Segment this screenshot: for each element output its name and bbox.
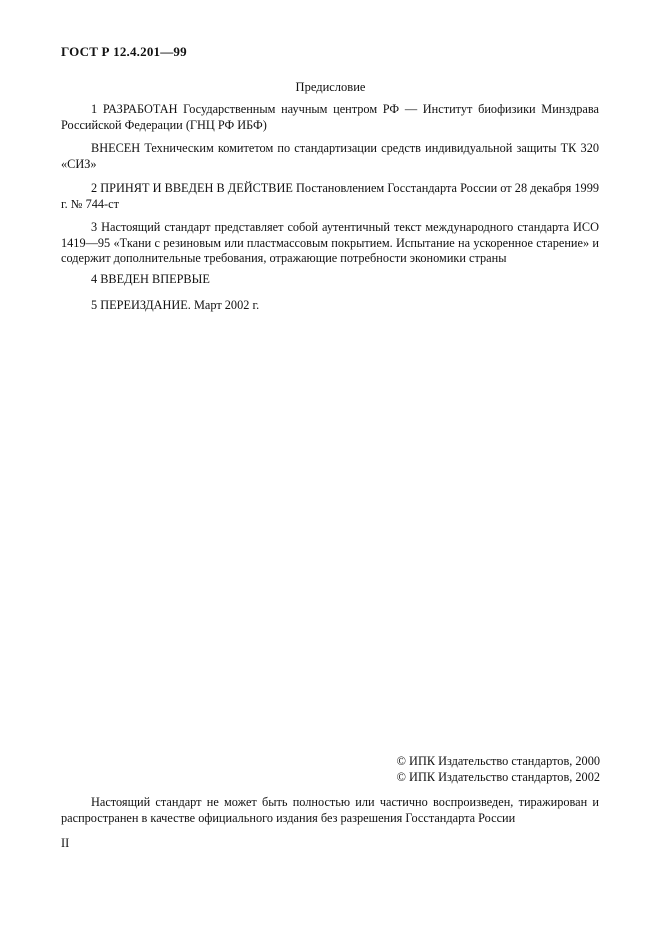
paragraph-introduced-by: ВНЕСЕН Техническим комитетом по стандартизации средств индивидуальной защиты ТК 320 «СИЗ» [61, 141, 599, 171]
paragraph-reissue: 5 ПЕРЕИЗДАНИЕ. Март 2002 г. [91, 298, 260, 312]
paragraph-authentic-text: 3 Настоящий стандарт представляет собой аутентичный текст международного стандарта ИСО 1419—95 «Ткани с резиновым или пластмассовым покрытием. Испытание на ускоренное старение» и содержит дополнительные требования, отражающие потребности экономики страны [61, 220, 599, 265]
copyright-line-2000: © ИПК Издательство стандартов, 2000 [396, 754, 600, 768]
paragraph-first-introduced: 4 ВВЕДЕН ВПЕРВЫЕ [91, 272, 210, 286]
document-header: ГОСТ Р 12.4.201—99 [61, 44, 187, 59]
section-title: Предисловие [295, 80, 366, 94]
reproduction-notice: Настоящий стандарт не может быть полностью или частично воспроизведен, тиражирован и распространен в качестве официального издания без разрешения Госстандарта России [61, 795, 599, 825]
copyright-block [397, 754, 600, 785]
paragraph-developed-by: 1 РАЗРАБОТАН Государственным научным центром РФ — Институт биофизики Минздрава Российской Федерации (ГНЦ РФ ИБФ) [61, 102, 599, 132]
page-number: II [61, 836, 70, 850]
copyright-line-2002: © ИПК Издательство стандартов, 2002 [396, 769, 600, 784]
paragraph-adopted: 2 ПРИНЯТ И ВВЕДЕН В ДЕЙСТВИЕ Постановлением Госстандарта России от 28 декабря 1999 г. № 744-ст [61, 181, 599, 211]
